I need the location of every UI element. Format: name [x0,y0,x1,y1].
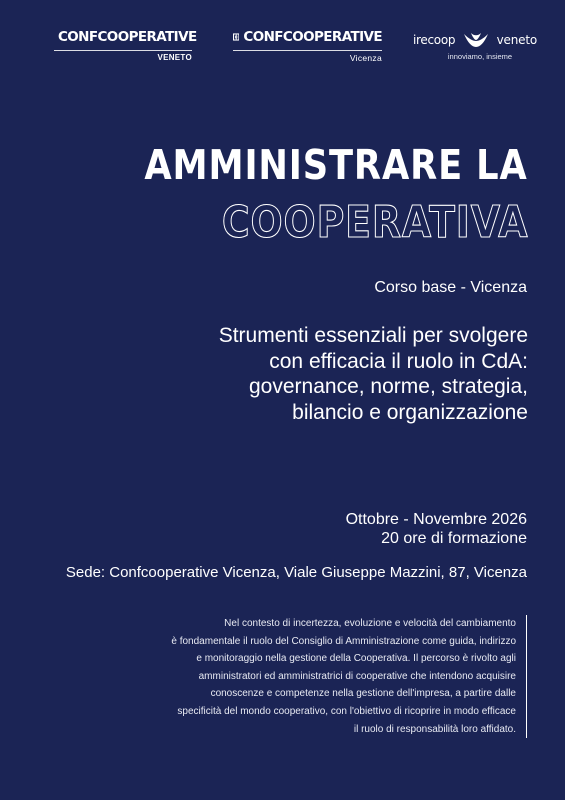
description-line: specificità del mondo cooperativo, con l'obiettivo di ricoprire in modo efficace [177,705,516,717]
logo-sub-vicenza: Vicenza [349,53,382,63]
confcooperative-vicenza-logo [233,27,382,63]
subtitle-line: Strumenti essenziali per svolgere [218,324,528,347]
irecoop-name: irecoop [413,33,456,47]
description-block [126,615,527,738]
dates-block [346,510,527,548]
description-line: amministratori ed amministratrici di cooperative che intendono acquisire [198,670,516,682]
confcooperative-mark-icon [233,27,239,47]
description-line: il ruolo di responsabilità loro affidato. [353,723,516,735]
confcooperative-name: CONFCOOPERATIVE [58,29,197,45]
irecoop-wing-icon [462,31,490,49]
description-line: Nel contesto di incertezza, evoluzione e velocità del cambiamento [224,618,516,629]
irecoop-veneto-logo [413,31,537,61]
course-hours: 20 ore di formazione [381,530,527,547]
description-line: e monitoraggio nella gestione della Cooperativa. Il percorso è rivolto agli [196,653,516,665]
course-period: Ottobre - Novembre 2026 [345,511,527,528]
subtitle-line: con efficacia il ruolo in CdA: [269,349,528,373]
subtitle [108,323,528,425]
logo-sub-veneto: VENETO [157,53,192,62]
venue-text: Sede: Confcooperative Vicenza, Viale Giuseppe Mazzini, 87, Vicenza [65,564,527,581]
confcooperative-veneto-logo [54,27,197,62]
title-line-1: AMMINISTRARE LA [144,141,528,189]
description-line: conoscenze e competenze nella gestione dell'impresa, a partire dalle [210,688,516,700]
logo-rule [233,50,382,51]
logo-rule [54,50,192,51]
irecoop-region: veneto [496,33,537,47]
subtitle-line: bilancio e organizzazione [292,400,528,424]
description-line: è fondamentale il ruolo del Consiglio di Amministrazione come guida, indirizzo [171,635,516,647]
irecoop-tagline: innoviamo, insieme [447,52,513,61]
title-line-2: COOPERATIVA [221,197,528,248]
confcooperative-name: CONFCOOPERATIVE [243,29,382,45]
subtitle-line: governance, norme, strategia, [249,375,528,398]
course-label: Corso base - Vicenza [374,279,527,296]
